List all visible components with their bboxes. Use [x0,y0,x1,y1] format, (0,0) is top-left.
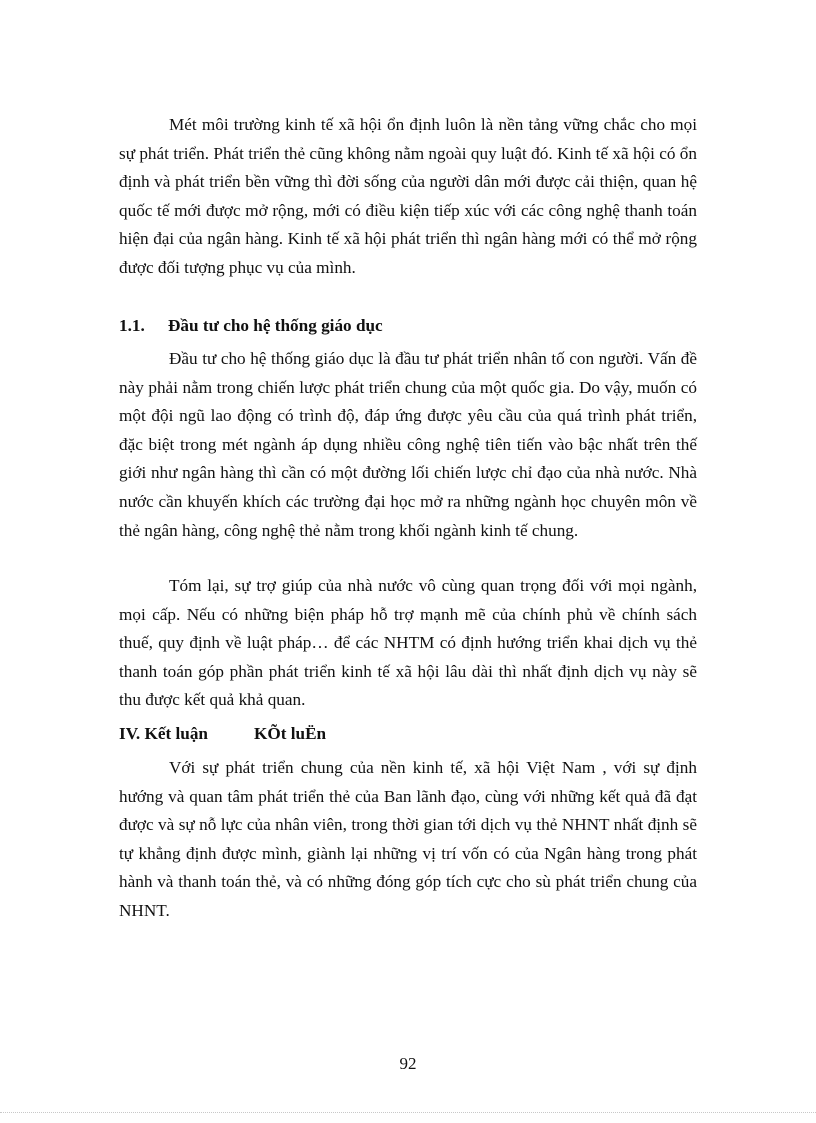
page-bottom-divider [0,1112,816,1113]
paragraph-summary: Tóm lại, sự trợ giúp của nhà nước vô cùng quan trọng đối với mọi ngành, mọi cấp. Nếu có những biện pháp hỗ trợ mạnh mẽ của chính phủ về chính sách thuế, quy định về luật pháp… để các NHTM có định hướng triển khai dịch vụ thẻ thanh toán góp phần phát triển kinh tế xã hội lâu dài thì nhất định dịch vụ này sẽ thu được kết quả khả quan. [119,576,697,710]
paragraph-economic-stability: Mét môi trường kinh tế xã hội ổn định luôn là nền tảng vững chắc cho mọi sự phát triển. Phát triển thẻ cũng không nằm ngoài quy luật đó. Kinh tế xã hội có ổn định và phát triển bền vững thì đời sống của người dân mới được cải thiện, quan hệ quốc tế mới được mở rộng, mới có điều kiện tiếp xúc với các công nghệ thanh toán hiện đại của ngân hàng. Kinh tế xã hội phát triển thì ngân hàng mới có thể mở rộng được đối tượng phục vụ của mình. [119,115,697,277]
section-number: 1.1. [119,316,145,335]
section-heading-education [119,316,383,336]
conclusion-title-garbled: KÕt luËn [253,724,327,743]
conclusion-title: IV. Kết luận [119,724,208,743]
section-heading-conclusion [119,724,326,744]
paragraph-conclusion: Với sự phát triển chung của nền kinh tế, xã hội Việt Nam , với sự định hướng và quan tâm phát triển thẻ của Ban lãnh đạo, cùng với những kết quả đã đạt được và sự nỗ lực của nhân viên, trong thời gian tới dịch vụ thẻ NHNT nhất định sẽ tự khẳng định được mình, giành lại những vị trí vốn có của Ngân hàng trong phát hành và thanh toán thẻ, và có những đóng góp tích cực cho sù phát triển chung của NHNT. [119,758,697,920]
section-title: Đầu tư cho hệ thống giáo dục [168,316,383,335]
page-number: 92 [399,1054,417,1073]
paragraph-education-investment: Đầu tư cho hệ thống giáo dục là đầu tư phát triển nhân tố con người. Vấn đề này phải nằm trong chiến lược phát triển chung của một quốc gia. Do vậy, muốn có một đội ngũ lao động có trình độ, đáp ứng được yêu cầu của quá trình phát triển, đặc biệt trong mét ngành áp dụng nhiều công nghệ tiên tiến vào bậc nhất trên thế giới như ngân hàng thì cần có một đường lối chiến lược chỉ đạo của nhà nước. Nhà nước cần khuyến khích các trường đại học mở ra những ngành học chuyên môn về thẻ ngân hàng, công nghệ thẻ nằm trong khối ngành kinh tế chung. [119,349,697,540]
